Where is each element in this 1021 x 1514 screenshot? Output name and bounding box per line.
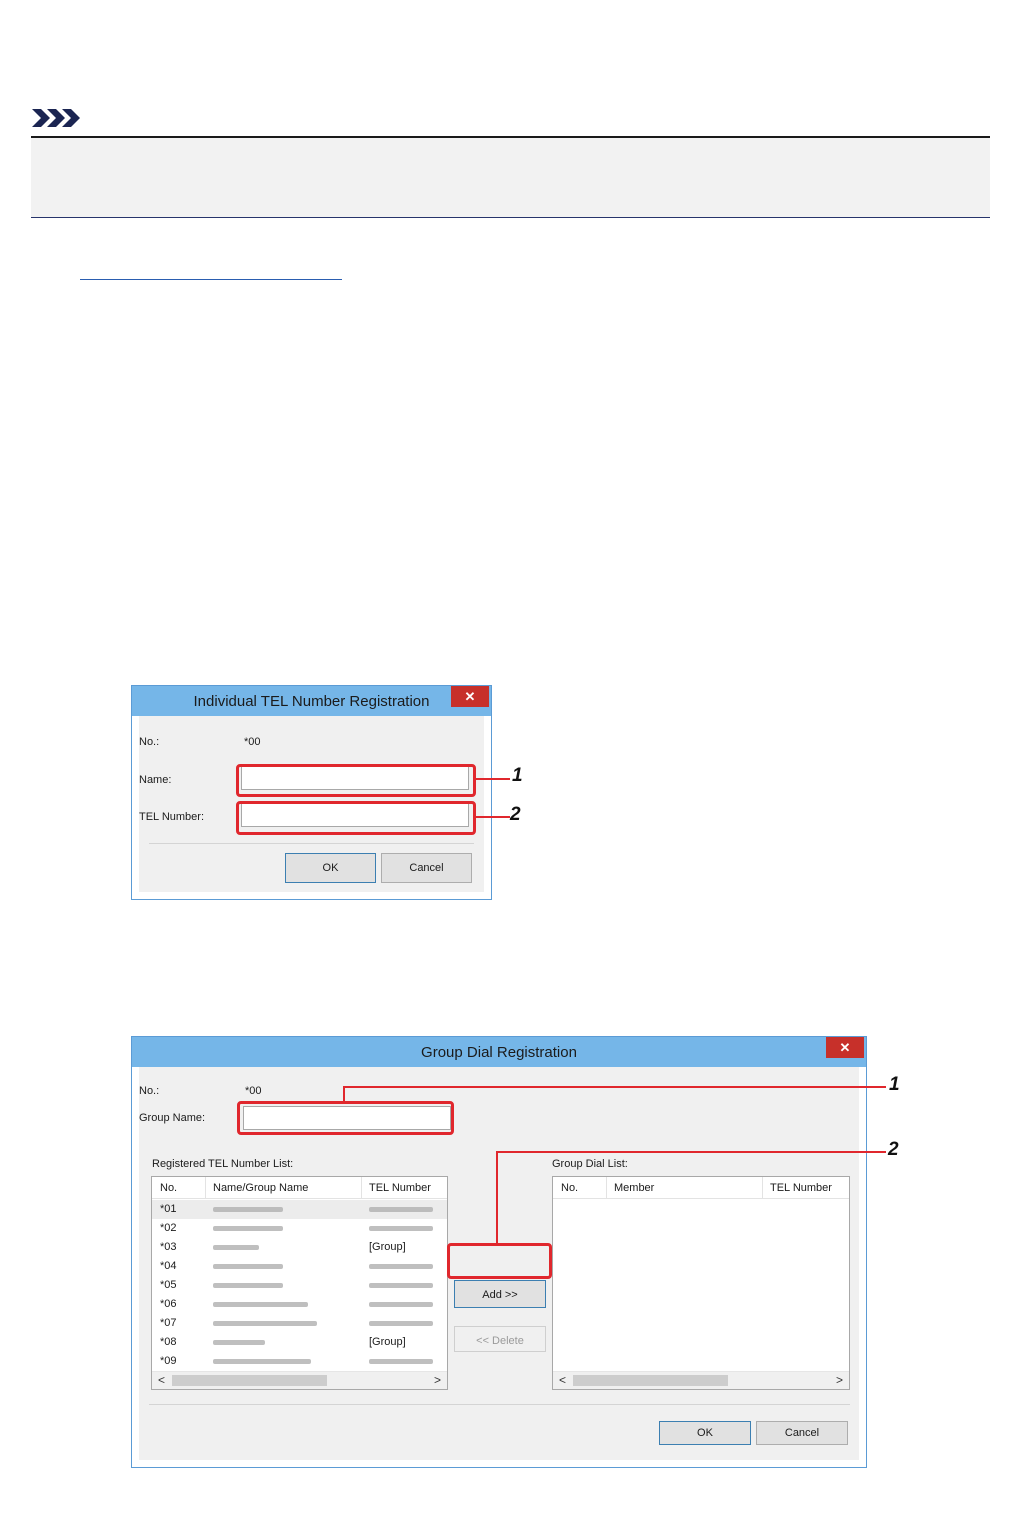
callout-leader-2 xyxy=(476,816,510,818)
scroll-left-icon[interactable]: < xyxy=(158,1373,166,1387)
column-header-name[interactable]: Name/Group Name xyxy=(213,1182,309,1194)
column-header-no[interactable]: No. xyxy=(561,1182,579,1194)
column-header-member[interactable]: Member xyxy=(614,1182,655,1194)
tel-number-label: TEL Number: xyxy=(139,811,205,823)
callout-number-1: 1 xyxy=(889,1074,900,1095)
table-row[interactable]: *07 xyxy=(152,1314,447,1333)
cancel-button[interactable]: Cancel xyxy=(756,1421,848,1445)
dialog-title-bar xyxy=(132,686,491,716)
tel-field-highlight xyxy=(236,801,476,835)
dialog-title-bar xyxy=(132,1037,866,1067)
registered-list-label: Registered TEL Number List: xyxy=(152,1158,294,1170)
dialog-title: Individual TEL Number Registration xyxy=(193,693,430,710)
cancel-button[interactable]: Cancel xyxy=(381,853,472,883)
redacted-name xyxy=(213,1264,283,1269)
no-label: No.: xyxy=(139,1085,160,1097)
no-value: *00 xyxy=(245,1085,262,1097)
scroll-thumb[interactable] xyxy=(172,1375,327,1386)
redacted-name xyxy=(213,1226,283,1231)
redacted-name xyxy=(213,1283,283,1288)
callout-leader-2 xyxy=(496,1151,886,1153)
table-row[interactable]: *01 xyxy=(152,1200,447,1219)
no-value: *00 xyxy=(244,736,261,748)
redacted-name xyxy=(213,1321,317,1326)
ok-button[interactable]: OK xyxy=(285,853,376,883)
dialog-separator xyxy=(149,1404,850,1405)
redacted-tel xyxy=(369,1321,433,1326)
callout-leader-1 xyxy=(343,1086,886,1088)
group-dial-list-label: Group Dial List: xyxy=(552,1158,628,1170)
table-row[interactable]: *06 xyxy=(152,1295,447,1314)
registered-tel-list[interactable] xyxy=(151,1176,448,1390)
scroll-right-icon[interactable]: > xyxy=(433,1373,441,1387)
callout-number-2: 2 xyxy=(510,804,521,825)
list-header xyxy=(152,1177,447,1199)
ok-button[interactable]: OK xyxy=(659,1421,751,1445)
reference-link[interactable] xyxy=(80,258,342,280)
name-field-highlight xyxy=(236,764,476,797)
callout-leader-1-vertical xyxy=(343,1087,345,1102)
close-icon[interactable]: ✕ xyxy=(451,686,489,707)
redacted-tel xyxy=(369,1207,433,1212)
group-dial-list[interactable] xyxy=(552,1176,850,1390)
dialog-title: Group Dial Registration xyxy=(421,1044,577,1061)
redacted-name xyxy=(213,1302,308,1307)
redacted-tel xyxy=(369,1359,433,1364)
table-row[interactable]: *05 xyxy=(152,1276,447,1295)
table-row[interactable]: *04 xyxy=(152,1257,447,1276)
list-header xyxy=(553,1177,849,1199)
callout-number-1: 1 xyxy=(512,765,523,786)
dialog-separator xyxy=(149,843,474,844)
column-header-tel[interactable]: TEL Number xyxy=(770,1182,832,1194)
redacted-tel xyxy=(369,1283,433,1288)
column-header-tel[interactable]: TEL Number xyxy=(369,1182,431,1194)
table-row[interactable]: *08 [Group] xyxy=(160,1336,406,1348)
group-name-field-highlight xyxy=(237,1101,454,1135)
redacted-tel xyxy=(369,1302,433,1307)
table-row[interactable]: *02 xyxy=(152,1219,447,1238)
add-button-highlight xyxy=(447,1243,552,1279)
redacted-tel xyxy=(369,1264,433,1269)
double-chevron-note-icon xyxy=(32,107,80,129)
callout-leader-2-vertical xyxy=(496,1152,498,1244)
table-row[interactable]: *09 xyxy=(152,1352,447,1371)
note-bottom-rule xyxy=(31,217,990,218)
name-label: Name: xyxy=(139,774,172,786)
redacted-name xyxy=(213,1245,259,1250)
add-button[interactable]: Add >> xyxy=(454,1280,546,1308)
redacted-name xyxy=(213,1359,311,1364)
no-label: No.: xyxy=(139,736,160,748)
callout-number-2: 2 xyxy=(888,1139,899,1160)
redacted-tel xyxy=(369,1226,433,1231)
column-header-no[interactable]: No. xyxy=(160,1182,178,1194)
scroll-left-icon[interactable]: < xyxy=(559,1373,567,1387)
delete-button[interactable]: << Delete xyxy=(454,1326,546,1352)
callout-leader-1 xyxy=(476,778,510,780)
table-row[interactable]: *03 [Group] xyxy=(160,1241,406,1253)
group-name-label: Group Name: xyxy=(139,1112,206,1124)
close-icon[interactable]: ✕ xyxy=(826,1037,864,1058)
redacted-name xyxy=(213,1207,283,1212)
horizontal-scrollbar[interactable] xyxy=(152,1371,447,1389)
scroll-thumb[interactable] xyxy=(573,1375,728,1386)
note-box xyxy=(31,138,990,217)
horizontal-scrollbar[interactable] xyxy=(553,1371,849,1389)
scroll-right-icon[interactable]: > xyxy=(835,1373,843,1387)
redacted-name xyxy=(213,1340,265,1345)
